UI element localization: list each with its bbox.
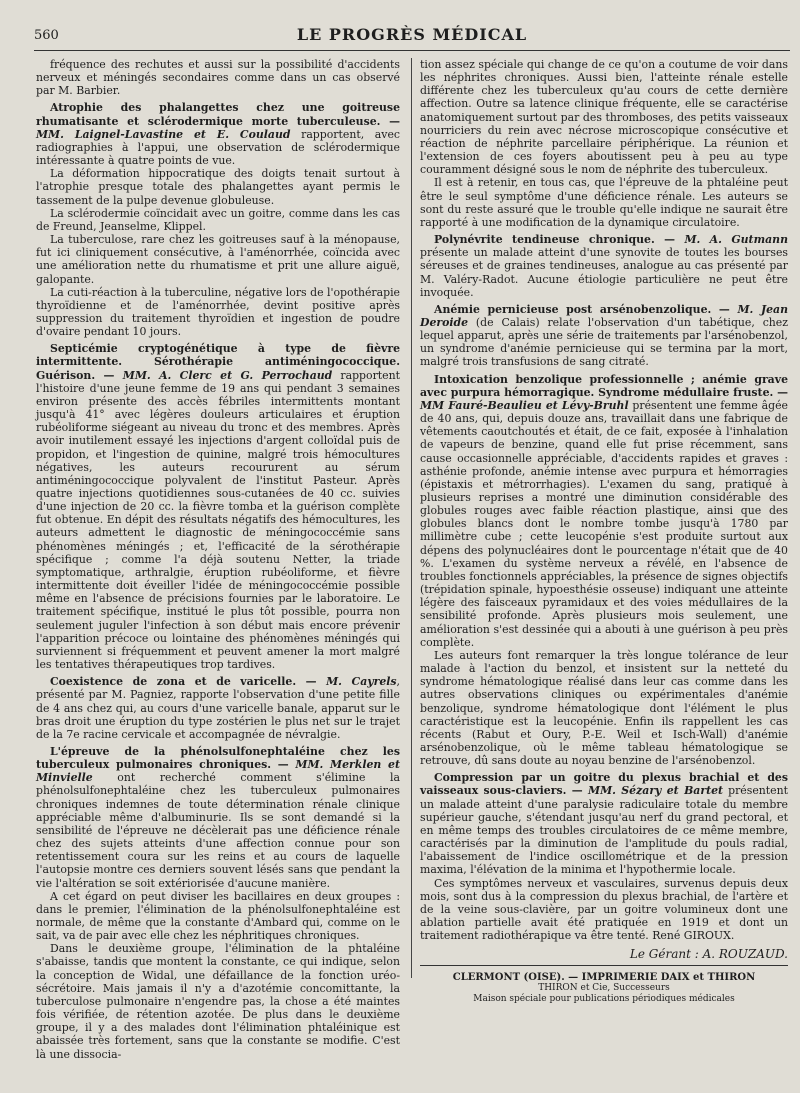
right-column — [420, 58, 788, 1005]
paragraph: A cet égard on peut diviser les bacillaires en deux groupes : dans le premier, l'élimination de la phénolsulfonephtaléine est normale, de même que la constante d'Ambard qui, comme on le sait, va de pair avec elle chez les néphritiques chroniques. — [36, 889, 400, 943]
article-title: L'épreuve de la phénolsulfonephtaléine chez les tuberculeux pulmonaires chroniques. — — [36, 744, 400, 772]
printer-successors: THIRON et Cie, Successeurs — [538, 983, 670, 994]
paragraph: Il est à retenir, en tous cas, que l'épreuve de la phtaléine peut être le seul symptôme d'une déficience rénale. Les auteurs se sont du reste assuré que le trouble qu'elle indique ne saurait être rapporté à une modification de la dynamique circulatoire. — [420, 176, 788, 229]
paragraph: tion assez spéciale qui change de ce qu'on a coutume de voir dans les néphrites chroniques. Aussi bien, l'atteinte rénale estelle différente chez les tuberculeux qu'au cours de cette dernière affection. Outre sa latence clinique fréquente, elle se caractérise anatomiquement surtout par des thromboses, des petits vaisseaux nourriciers du rein avec nécrose microscopique consécutive et réaction de néphrite parcellaire périphérique. La réunion et l'extension de ces foyers aboutissent peu à peu au type couramment désigné sous le nom de néphrite des tuberculeux. — [420, 58, 788, 177]
article-title: Intoxication benzolique professionnelle ; anémie grave avec purpura hémorragique. Syndrome médullaire fruste. — — [420, 372, 788, 399]
article-authors: MM. A. Clerc et G. Perrochaud — [122, 368, 333, 382]
printer-specialty: Maison spéciale pour publications périodiques médicales — [473, 994, 735, 1005]
paragraph: Les auteurs font remarquer la très longue tolérance de leur malade à l'action du benzol, et insistent sur la netteté du syndrome hématologique réalisé dans leur cas comme dans les autres observations cliniques ou expérimentales d'anémie benzolique, syndrome hématologique dont l'élément le plus caractéristique est la leucopénie. Enfin ils rappellent les cas récents (Rabut et Oury, P.-E. Weil et Isch-Wall) d'anémie arsénobenzolique, où le même tableau hématologique se retrouve, dû sans doute au noyau benzine de l'arsénobenzol. — [420, 648, 788, 768]
article-authors: M. Cayrels — [326, 675, 397, 689]
article-paragraph: Coexistence de zona et de varicelle. — M. Cayrels, présenté par M. Pagniez, rapporte l'observation d'une petite fille de 4 ans chez qui, au cours d'une varicelle banale, apparut sur le bras droit une éruption du type zostérien le plus net sur le trajet de la 7e racine cervicale et accompagnée de névralgie. — [36, 675, 400, 741]
gerant-line: Le Gérant : A. ROUZAUD. — [629, 947, 788, 962]
article-title: Septicémie cryptogénétique à type de fièvre intermittente. Sérothérapie antiméningococcique. Guérison. — — [36, 342, 400, 382]
page-header — [34, 22, 790, 48]
article-paragraph: Septicémie cryptogénétique à type de fièvre intermittente. Sérothérapie antiméningococcique. Guérison. — MM. A. Clerc et G. Perrochaud rapportent l'histoire d'une jeune femme de 19 ans qui pendant 3 semaines environ présente des accès fébriles intermittents montant jusqu'à 41° avec légères douleurs articulaires et éruption rubéoliforme siégeant au niveau du tronc et des membres. Après avoir inutilement essayé les injections d'argent colloïdal puis de propidon, et l'ingestion de quinine, malgré trois hémocultures négatives, les auteurs recoururent au sérum antiméningococcique polyvalent de l'institut Pasteur. Après quatre injections quotidiennes sous-cutanées de 40 cc. suivies d'une injection de 20 cc. la fièvre tomba et la guérison complète fut obtenue. En dépit des résultats négatifs des hémocultures, les auteurs admettent le diagnostic de méningococcémie sans phénomènes méningés ; et, l'efficacité de la sérothérapie spécifique ; comme l'a déjà soutenu Netter, la triade symptomatique, arthralgie, éruption rubéoliforme, et fièvre intermittente doit éveiller l'idée de méningococcémie possible même en l'absence de précisions fournies par le laboratoire. Le traitement spécifique, institué le plus tôt possible, pourra non seulement juguler l'infection à son début mais encore prévenir l'apparition précoce ou lointaine des phénomènes méningés qui surviennent si fréquemment et peuvent amener la mort malgré les tentatives thérapeutiques trop tardives. — [36, 342, 400, 672]
article-paragraph: Anémie pernicieuse post arsénobenzolique. — M. Jean Deroide (de Calais) relate l'observation d'un tabétique, chez lequel apparut, après une série de traitements par l'arsénobenzol, un syndrome d'anémie pernicieuse qui se termina par la mort, malgré trois transfusions de sang citraté. — [420, 302, 789, 369]
article-authors: MM. Laignel-Lavastine et E. Coulaud — [36, 127, 291, 141]
paragraph: Dans le deuxième groupe, l'élimination de la phtaléine s'abaisse, tandis que montent la constante, ce qui indique, selon la conception de Widal, une défaillance de la fonction uréo-sécrétoire. Mais jamais il n'y a d'azotémie concomittante, la tuberculose pulmonaire n'engendre pas, la chose a été maintes fois vérifiée, de rétention azotée. De plus dans le deuxième groupe, il y a des malades dont l'élimination phtaléinique est abaissée très fortement, sans que la constante se modifie. C'est là une dissocia- — [36, 942, 400, 1061]
page-number: 560 — [34, 28, 59, 43]
article-paragraph: Compression par un goitre du plexus brachial et des vaisseaux sous-claviers. — MM. Sézary et Bartet présentent un malade atteint d'une paralysie radiculaire totale du membre supérieur gauche, s'étendant jusqu'au nerf du grand pectoral, et en même temps des troubles circulatoires de ce même membre, caractérisés par la diminution de l'amplitude du pouls radial, l'abaissement de l'indice oscillométrique et de la pression maxima, l'élévation de la minima et l'hypothermie locale. — [420, 771, 788, 877]
paragraph: fréquence des rechutes et aussi sur la possibilité d'accidents nerveux et méningés secondaires comme dans un cas observé par M. Barbier. — [36, 58, 400, 98]
article-authors: MM. Merklen et Minvielle — [36, 758, 400, 785]
paragraph: La déformation hippocratique des doigts tenait surtout à l'atrophie presque totale des phalangettes ayant permis le tassement de la pulpe devenue globuleuse. — [36, 167, 400, 207]
column-divider — [411, 58, 412, 978]
article-title: Compression par un goitre du plexus brachial et des vaisseaux sous-claviers. — — [420, 771, 788, 798]
article-paragraph: Polynévrite tendineuse chronique. — M. A. Gutmann présente un malade atteint d'une synovite de toutes les bourses séreuses et de graines tendineuses, analogue au cas présenté par M. Valéry-Radot. Aucune étiologie particulière ne peut être invoquée. — [420, 233, 788, 299]
article-authors: M. A. Gutmann — [684, 233, 788, 247]
article-title: Polynévrite tendineuse chronique. — — [434, 233, 685, 247]
article-authors: MM Fauré-Beaulieu et Lévy-Bruhl — [420, 398, 629, 412]
printer-imprint — [420, 965, 788, 1005]
paragraph: La tuberculose, rare chez les goitreuses sauf à la ménopause, fut ici cliniquement consécutive, à l'aménorrhée, coïncida avec une amélioration nette du rhumatisme et prit une allure aiguë, galopante. — [36, 233, 400, 286]
paragraph: La cuti-réaction à la tuberculine, négative lors de l'opothérapie thyroïdienne et de l'aménorrhée, devint positive après suppression du traitement thyroïdien et ingestion de poudre d'ovaire pendant 10 jours. — [36, 285, 400, 339]
article-title: Coexistence de zona et de varicelle. — — [50, 675, 327, 689]
article-paragraph: L'épreuve de la phénolsulfonephtaléine chez les tuberculeux pulmonaires chroniques. — MM. Merklen et Minvielle ont recherché comment s'élimine la phénolsulfonephtaléine chez les tuberculeux pulmonaires chroniques indemnes de toute détermination rénale clinique appréciable même d'albuminurie. Ils se sont demandé si la sensibilité de l'épreuve ne décèlerait pas une déficience rénale chez des sujets atteints d'une affection connue pour son retentissement coura sur les reins et au cours de laquelle l'autopsie montre ces derniers souvent lésés sans que pendant la vie l'altération se soit extériorisée d'aucune manière. — [36, 744, 400, 890]
printer-line: CLERMONT (OISE). — IMPRIMERIE DAIX et THIRON — [452, 972, 756, 984]
paragraph: Ces symptômes nerveux et vasculaires, survenus depuis deux mois, sont dus à la compression du plexus brachial, de l'artère et de la veine sous-clavière, par un goitre volumineux dont une ablation partielle avait été pratiquée en 1919 et dont un traitement radiothérapique va être tenté. René GIROUX. — [420, 876, 788, 943]
article-paragraph: Atrophie des phalangettes chez une goitreuse rhumatisante et sclérodermique morte tuberculeuse. — MM. Laignel-Lavastine et E. Coulaud rapportent, avec radiographies à l'appui, une observation de sclérodermique intéressante à quatre points de vue. — [36, 101, 400, 168]
article-title: Anémie pernicieuse post arsénobenzolique. — — [434, 302, 738, 316]
left-column — [36, 58, 400, 1061]
paragraph: La sclérodermie coïncidait avec un goitre, comme dans les cas de Freund, Jeanselme, Klippel. — [36, 206, 400, 233]
header-rule — [34, 50, 790, 51]
article-authors: M. Jean Deroide — [420, 302, 789, 329]
article-authors: MM. Sézary et Bartet — [588, 784, 724, 798]
journal-title: LE PROGRÈS MÉDICAL — [296, 25, 528, 44]
article-title: Atrophie des phalangettes chez une goitreuse rhumatisante et sclérodermique morte tuberculeuse. — — [36, 101, 400, 128]
article-paragraph: Intoxication benzolique professionnelle ; anémie grave avec purpura hémorragique. Syndrome médullaire fruste. — MM Fauré-Beaulieu et Lévy-Bruhl présentent une femme âgée de 40 ans, qui, depuis douze ans, travaillait dans une fabrique de vêtements caoutchoutés et était, de ce fait, exposée à l'inhalation de vapeurs de benzine, quand elle fut prise récemment, sans cause occasionnelle appréciable, d'accidents rapides et graves : asthénie profonde, anémie intense avec purpura et hémorragies (épistaxis et métrorrhagies). L'examen du sang, pratiqué à plusieurs reprises a montré une diminution considérable des globules rouges avec faible réaction plastique, ainsi que des globules blancs dont le nombre tombe jusqu'à 1780 par millimètre cube ; cette leucopénie s'est produite surtout aux dépens des polynucléaires dont le pourcentage n'était que de 40 %. L'examen du système nerveux a révélé, en l'absence de troubles fonctionnels appréciables, la présence de signes objectifs (trépidation spinale, hypoesthésie osseuse) indiquant une atteinte légère des faisceaux pyramidaux et des voies médullaires de la sensibilité profonde. Après plusieurs mois seulement, une amélioration s'est dessinée qui a abouti à une guérison à peu près complète. — [420, 372, 789, 649]
